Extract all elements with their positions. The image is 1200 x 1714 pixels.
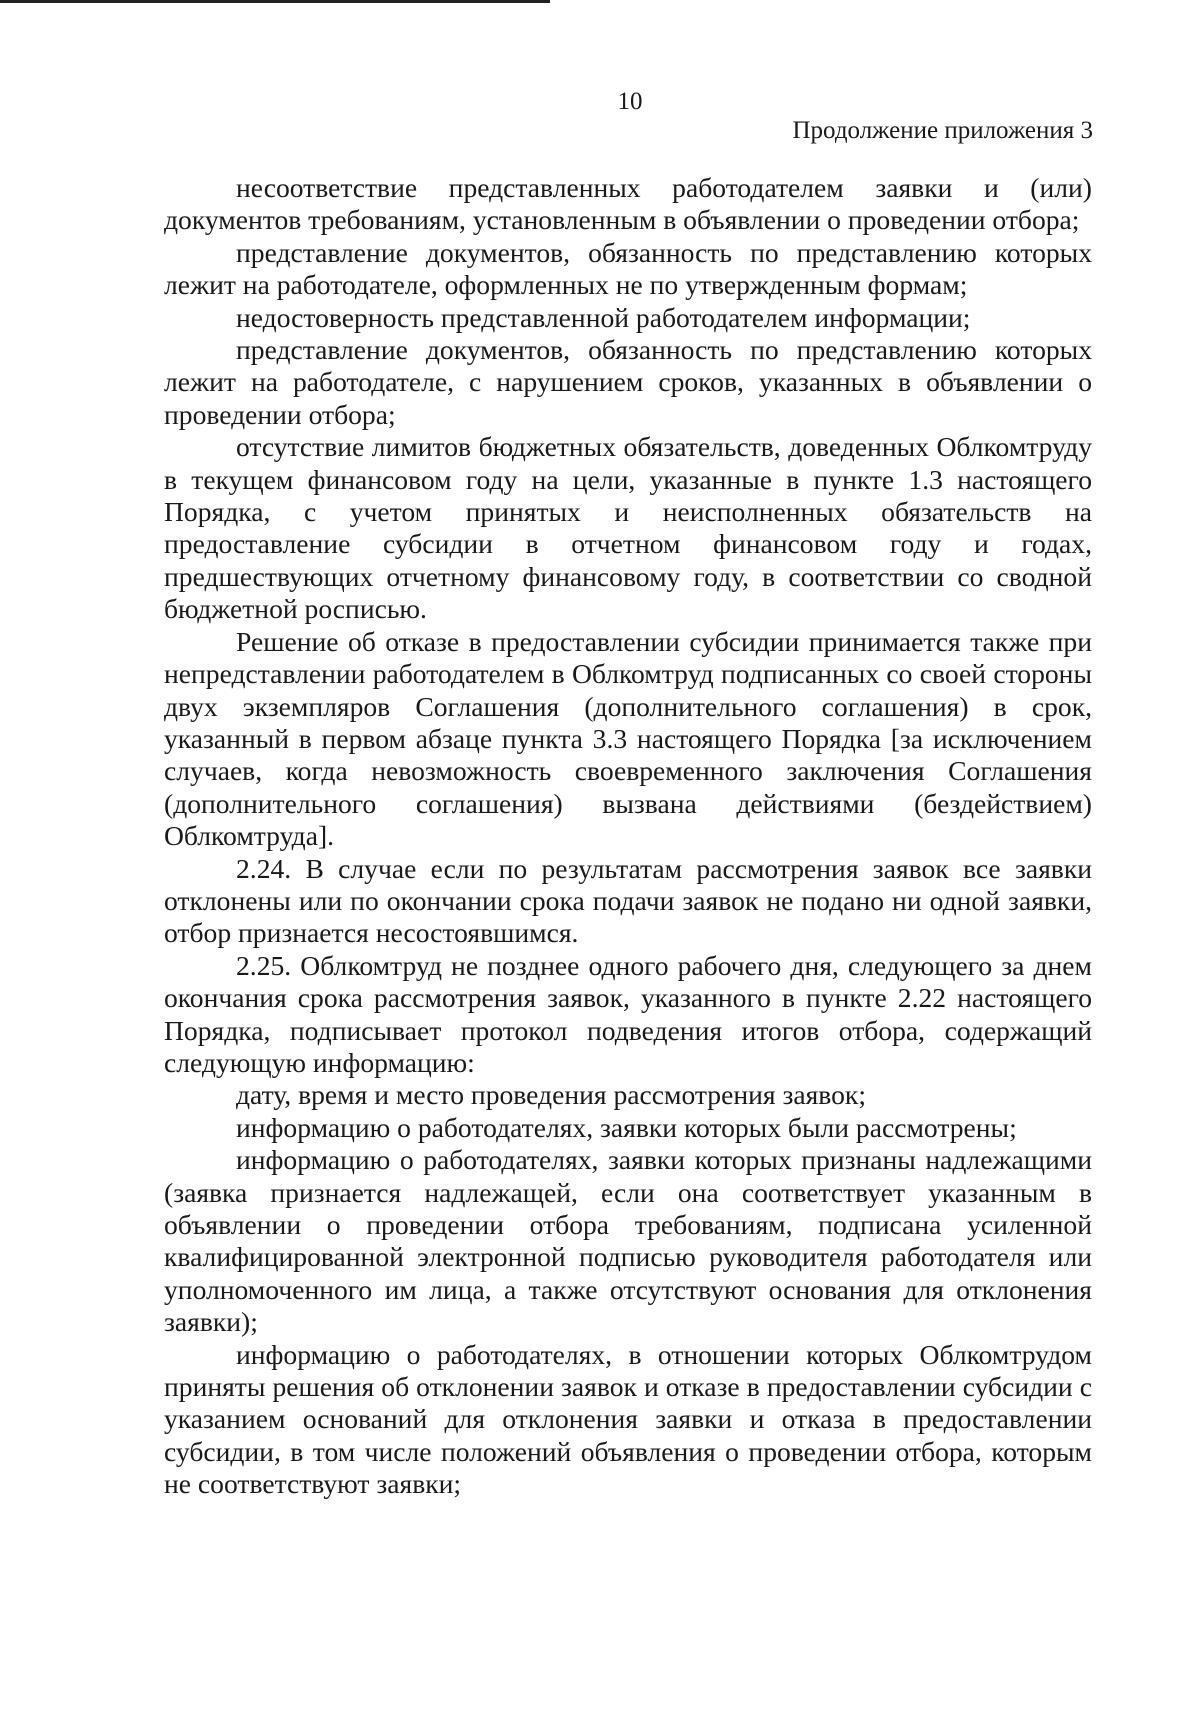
paragraph: информацию о работодателях, в отношении которых Облкомтрудом приняты решения об отклонении заявок и отказе в предоставлении субсидии с указанием оснований для отклонения заявки и отказа в предоставлении субсидии, в том числе положений объявления о проведении отбора, которым не соответствуют заявки; [164,1338,1092,1500]
paragraph: отсутствие лимитов бюджетных обязательств, доведенных Облкомтруду в текущем финансовом году на цели, указанные в пункте 1.3 настоящего Порядка, с учетом принятых и неисполненных обязательств на предоставление субсидии в отчетном финансовом году и годах, предшествующих отчетному финансовому году, в соответствии со сводной бюджетной росписью. [164,431,1092,625]
paragraph: информацию о работодателях, заявки которых признаны надлежащими (заявка признается надлежащей, если она соответствует указанным в объявлении о проведении отбора требованиям, подписана усиленной квалифицированной электронной подписью руководителя работодателя или уполномоченного им лица, а также отсутствуют основания для отклонения заявки); [164,1144,1092,1338]
paragraph: дату, время и место проведения рассмотрения заявок; [236,1079,866,1111]
paragraph: 2.24. В случае если по результатам рассмотрения заявок все заявки отклонены или по окончании срока подачи заявок не подано ни одной заявки, отбор признается несостоявшимся. [164,852,1092,949]
paragraph: Решение об отказе в предоставлении субсидии принимается также при непредставлении работодателем в Облкомтруд подписанных со своей стороны двух экземпляров Соглашения (дополнительного соглашения) в срок, указанный в первом абзаце пункта 3.3 настоящего Порядка [за исключением случаев, когда невозможность своевременного заключения Соглашения (дополнительного соглашения) вызвана действиями (бездействием) Облкомтруда]. [164,625,1092,852]
paragraph: представление документов, обязанность по представлению которых лежит на работодателе, с нарушением сроков, указанных в объявлении о проведении отбора; [164,334,1092,430]
paragraph: несоответствие представленных работодателем заявки и (или) документов требованиям, установленным в объявлении о проведении отбора; [164,172,1092,236]
paragraph: недостоверность представленной работодателем информации; [236,301,971,333]
paragraph: представление документов, обязанность по представлению которых лежит на работодателе, оформленных не по утвержденным формам; [164,236,1092,301]
page-number: 10 [617,88,643,115]
running-head: Продолжение приложения 3 [792,117,1093,144]
paragraph: 2.25. Облкомтруд не позднее одного рабочего дня, следующего за днем окончания срока рассмотрения заявок, указанного в пункте 2.22 настоящего Порядка, подписывает протокол подведения итогов отбора, содержащий следующую информацию: [164,949,1092,1078]
paragraph: информацию о работодателях, заявки которых были рассмотрены; [236,1111,1017,1143]
document-body [164,172,1092,1501]
scan-edge-line [0,0,550,3]
